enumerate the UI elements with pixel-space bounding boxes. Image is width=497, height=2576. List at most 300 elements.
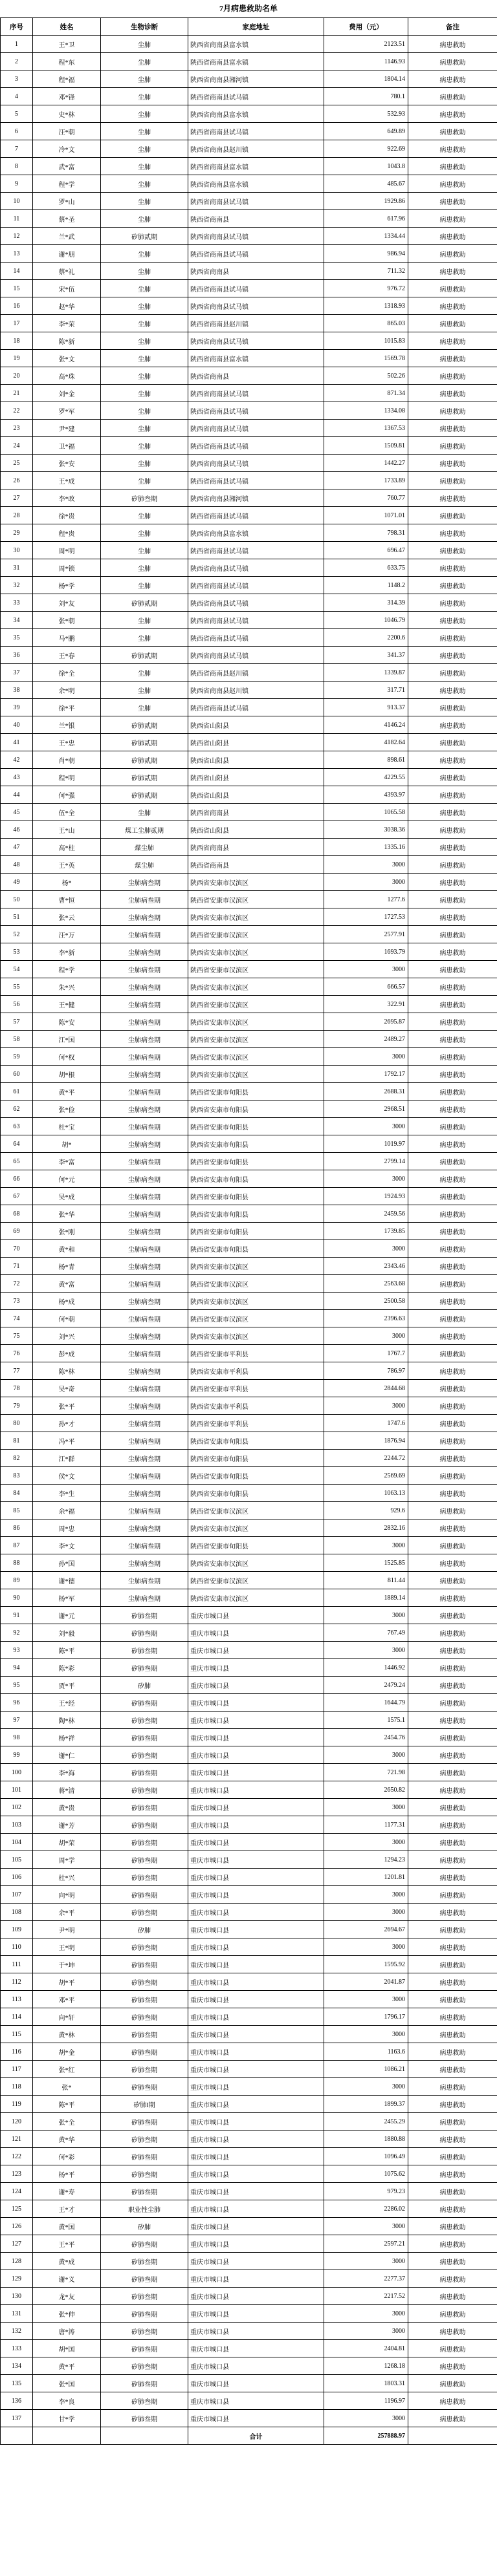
cell-serial: 61 (1, 1083, 33, 1100)
cell-remark: 病患救助 (408, 2323, 497, 2340)
cell-address: 重庆市城口县 (188, 1886, 324, 1904)
cell-name: 龙*友 (33, 2288, 101, 2305)
cell-cost: 1924.93 (324, 1188, 408, 1205)
cell-cost: 1086.21 (324, 2061, 408, 2078)
cell-cost: 3000 (324, 1938, 408, 1956)
cell-address: 重庆市城口县 (188, 2410, 324, 2427)
cell-address: 陕西省商南县试马镇 (188, 594, 324, 612)
cell-address: 陕西省安康市汉滨区 (188, 1066, 324, 1083)
cell-name: 程*东 (33, 53, 101, 70)
cell-cost: 3000 (324, 1607, 408, 1624)
cell-cost: 711.32 (324, 263, 408, 280)
cell-diagnosis: 尘肺 (101, 542, 188, 559)
cell-name: 何*彩 (33, 2148, 101, 2165)
cell-cost: 760.77 (324, 489, 408, 507)
cell-name: 李*海 (33, 1764, 101, 1781)
cell-serial: 36 (1, 647, 33, 664)
cell-diagnosis: 尘肺病叁期 (101, 1362, 188, 1380)
cell-diagnosis: 矽肺叁期 (101, 2305, 188, 2323)
table-row (1, 140, 497, 158)
table-row (1, 489, 497, 507)
cell-serial: 21 (1, 385, 33, 402)
cell-remark: 病患救助 (408, 734, 497, 751)
table-row (1, 2200, 497, 2218)
cell-serial: 115 (1, 2026, 33, 2043)
cell-address: 重庆市城口县 (188, 2183, 324, 2200)
cell-diagnosis: 尘肺病叁期 (101, 961, 188, 978)
table-row (1, 1380, 497, 1397)
cell-name: 何*元 (33, 1170, 101, 1188)
cell-diagnosis: 尘肺病叁期 (101, 1118, 188, 1135)
cell-address: 陕西省安康市汉滨区 (188, 1031, 324, 1048)
cell-name: 胡* (33, 1135, 101, 1153)
cell-serial: 85 (1, 1502, 33, 1519)
cell-remark: 病患救助 (408, 821, 497, 839)
cell-name: 陈*新 (33, 332, 101, 350)
cell-remark: 病患救助 (408, 2392, 497, 2410)
cell-serial: 129 (1, 2270, 33, 2288)
cell-diagnosis: 矽肺叁期 (101, 2148, 188, 2165)
cell-cost: 1569.78 (324, 350, 408, 367)
cell-diagnosis: 尘肺病叁期 (101, 1467, 188, 1485)
cell-remark: 病患救助 (408, 1380, 497, 1397)
table-row (1, 385, 497, 402)
cell-cost: 3038.36 (324, 821, 408, 839)
table-row (1, 1677, 497, 1694)
cell-address: 陕西省商南县试马镇 (188, 437, 324, 455)
page-title: 7月病患救助名单 (219, 4, 278, 13)
cell-diagnosis: 尘肺 (101, 245, 188, 263)
cell-remark: 病患救助 (408, 839, 497, 856)
cell-diagnosis: 尘肺 (101, 158, 188, 175)
cell-address: 陕西省商南县试马镇 (188, 420, 324, 437)
cell-remark: 病患救助 (408, 315, 497, 332)
cell-serial: 126 (1, 2218, 33, 2235)
cell-diagnosis: 矽肺叁期 (101, 1746, 188, 1764)
cell-diagnosis: 尘肺 (101, 699, 188, 716)
cell-address: 陕西省安康市汉滨区 (188, 1013, 324, 1031)
cell-name: 冷*文 (33, 140, 101, 158)
cell-name: 孙*国 (33, 1554, 101, 1572)
cell-serial: 81 (1, 1432, 33, 1450)
cell-remark: 病患救助 (408, 2078, 497, 2096)
cell-cost: 3000 (324, 1886, 408, 1904)
table-row (1, 734, 497, 751)
cell-diagnosis: 矽肺叁期 (101, 2357, 188, 2375)
table-row (1, 1799, 497, 1816)
cell-name: 尹*明 (33, 1921, 101, 1938)
cell-remark: 病患救助 (408, 193, 497, 210)
cell-address: 陕西省商南县试马镇 (188, 228, 324, 245)
cell-serial: 97 (1, 1712, 33, 1729)
total-name-cell (33, 2427, 101, 2445)
table-row (1, 2410, 497, 2427)
cell-cost: 986.94 (324, 245, 408, 263)
cell-remark: 病患救助 (408, 1153, 497, 1170)
cell-cost: 1043.8 (324, 158, 408, 175)
cell-name: 李*新 (33, 943, 101, 961)
cell-diagnosis: 尘肺 (101, 210, 188, 228)
cell-serial: 127 (1, 2235, 33, 2253)
table-row (1, 437, 497, 455)
cell-name: 唐*涛 (33, 2323, 101, 2340)
cell-cost: 1693.79 (324, 943, 408, 961)
table-row (1, 1589, 497, 1607)
cell-cost: 721.98 (324, 1764, 408, 1781)
cell-diagnosis: 尘肺 (101, 402, 188, 420)
cell-cost: 666.57 (324, 978, 408, 996)
cell-remark: 病患救助 (408, 489, 497, 507)
cell-remark: 病患救助 (408, 1205, 497, 1223)
cell-serial: 37 (1, 664, 33, 682)
cell-name: 刘*兴 (33, 1327, 101, 1345)
cell-diagnosis: 矽肺叁期 (101, 1869, 188, 1886)
cell-address: 重庆市城口县 (188, 2008, 324, 2026)
cell-cost: 1046.79 (324, 612, 408, 629)
cell-diagnosis: 尘肺 (101, 263, 188, 280)
cell-remark: 病患救助 (408, 1100, 497, 1118)
cell-address: 重庆市城口县 (188, 2270, 324, 2288)
cell-name: 陶*林 (33, 1712, 101, 1729)
cell-remark: 病患救助 (408, 1502, 497, 1519)
cell-address: 重庆市城口县 (188, 1712, 324, 1729)
cell-serial: 57 (1, 1013, 33, 1031)
cell-remark: 病患救助 (408, 1240, 497, 1258)
cell-serial: 33 (1, 594, 33, 612)
cell-cost: 1509.81 (324, 437, 408, 455)
cell-diagnosis: 尘肺 (101, 420, 188, 437)
table-row (1, 1118, 497, 1135)
cell-diagnosis: 尘肺 (101, 53, 188, 70)
cell-address: 陕西省山阳县 (188, 769, 324, 786)
cell-diagnosis: 尘肺 (101, 437, 188, 455)
cell-cost: 2597.21 (324, 2235, 408, 2253)
cell-cost: 2688.31 (324, 1083, 408, 1100)
cell-name: 张*安 (33, 455, 101, 472)
cell-address: 陕西省商南县富水镇 (188, 524, 324, 542)
cell-address: 陕西省安康市旬阳县 (188, 1153, 324, 1170)
cell-diagnosis: 矽肺叁期 (101, 1642, 188, 1659)
cell-diagnosis: 矽肺叁期 (101, 2235, 188, 2253)
cell-cost: 2695.87 (324, 1013, 408, 1031)
cell-address: 重庆市城口县 (188, 1973, 324, 1991)
cell-diagnosis: 尘肺 (101, 577, 188, 594)
cell-diagnosis: 职业性尘肺 (101, 2200, 188, 2218)
cell-address: 陕西省安康市汉滨区 (188, 978, 324, 996)
cell-name: 邓*锋 (33, 88, 101, 105)
cell-cost: 798.31 (324, 524, 408, 542)
table-row (1, 1153, 497, 1170)
cell-cost: 979.23 (324, 2183, 408, 2200)
cell-serial: 4 (1, 88, 33, 105)
cell-cost: 3000 (324, 2218, 408, 2235)
cell-address: 重庆市城口县 (188, 2078, 324, 2096)
cell-diagnosis: 矽肺 (101, 1677, 188, 1694)
cell-remark: 病患救助 (408, 437, 497, 455)
cell-cost: 2217.52 (324, 2288, 408, 2305)
table-row (1, 1991, 497, 2008)
table-row (1, 1362, 497, 1380)
cell-remark: 病患救助 (408, 1921, 497, 1938)
table-row (1, 263, 497, 280)
cell-serial: 6 (1, 123, 33, 140)
cell-remark: 病患救助 (408, 297, 497, 315)
cell-serial: 104 (1, 1834, 33, 1851)
cell-name: 张*俭 (33, 1100, 101, 1118)
cell-name: 兰*银 (33, 716, 101, 734)
cell-remark: 病患救助 (408, 908, 497, 926)
cell-remark: 病患救助 (408, 1467, 497, 1485)
cell-serial: 42 (1, 751, 33, 769)
cell-address: 陕西省商南县试马镇 (188, 577, 324, 594)
cell-remark: 病患救助 (408, 2096, 497, 2113)
cell-remark: 病患救助 (408, 524, 497, 542)
cell-remark: 病患救助 (408, 1519, 497, 1537)
table-row (1, 1013, 497, 1031)
cell-address: 陕西省商南县试马镇 (188, 542, 324, 559)
cell-serial: 56 (1, 996, 33, 1013)
cell-remark: 病患救助 (408, 1781, 497, 1799)
cell-address: 陕西省商南县试马镇 (188, 297, 324, 315)
table-row (1, 280, 497, 297)
cell-diagnosis: 尘肺病叁期 (101, 1188, 188, 1205)
cell-cost: 2577.91 (324, 926, 408, 943)
cell-name: 马*鹏 (33, 629, 101, 647)
table-row (1, 577, 497, 594)
cell-name: 邓*平 (33, 1991, 101, 2008)
cell-serial: 1 (1, 36, 33, 53)
cell-name: 黄*国 (33, 2218, 101, 2235)
cell-address: 陕西省商南县试马镇 (188, 280, 324, 297)
cell-address: 陕西省安康市旬阳县 (188, 1100, 324, 1118)
cell-remark: 病患救助 (408, 2165, 497, 2183)
cell-name: 黄*成 (33, 2253, 101, 2270)
table-row (1, 943, 497, 961)
table-row (1, 297, 497, 315)
cell-address: 陕西省商南县试马镇 (188, 455, 324, 472)
table-row (1, 1188, 497, 1205)
cell-name: 彭*成 (33, 1345, 101, 1362)
cell-address: 重庆市城口县 (188, 1729, 324, 1746)
cell-remark: 病患救助 (408, 228, 497, 245)
cell-remark: 病患救助 (408, 472, 497, 489)
table-row (1, 1205, 497, 1223)
cell-cost: 3000 (324, 1118, 408, 1135)
cell-cost: 3000 (324, 2026, 408, 2043)
cell-remark: 病患救助 (408, 594, 497, 612)
cell-cost: 1804.14 (324, 70, 408, 88)
cell-cost: 2454.76 (324, 1729, 408, 1746)
table-row (1, 228, 497, 245)
cell-name: 张*红 (33, 2061, 101, 2078)
cell-cost: 3000 (324, 856, 408, 874)
cell-diagnosis: 尘肺 (101, 105, 188, 123)
cell-address: 重庆市城口县 (188, 1921, 324, 1938)
table-row (1, 1537, 497, 1554)
cell-name: 张*国 (33, 2375, 101, 2392)
cell-address: 陕西省商南县赵川镇 (188, 664, 324, 682)
cell-cost: 1876.94 (324, 1432, 408, 1450)
cell-cost: 3000 (324, 1048, 408, 1066)
cell-cost: 3000 (324, 1799, 408, 1816)
cell-remark: 病患救助 (408, 36, 497, 53)
cell-remark: 病患救助 (408, 577, 497, 594)
cell-address: 陕西省安康市汉滨区 (188, 1502, 324, 1519)
table-row (1, 908, 497, 926)
table-row (1, 2357, 497, 2375)
cell-name: 张*文 (33, 350, 101, 367)
cell-address: 陕西省安康市汉滨区 (188, 1327, 324, 1345)
cell-serial: 84 (1, 1485, 33, 1502)
table-row (1, 769, 497, 786)
header-remark: 备注 (408, 18, 497, 36)
cell-serial: 119 (1, 2096, 33, 2113)
cell-diagnosis: 尘肺病叁期 (101, 1135, 188, 1153)
table-row (1, 1519, 497, 1537)
cell-address: 重庆市城口县 (188, 1799, 324, 1816)
cell-cost: 4393.97 (324, 786, 408, 804)
cell-serial: 118 (1, 2078, 33, 2096)
cell-serial: 28 (1, 507, 33, 524)
cell-remark: 病患救助 (408, 978, 497, 996)
cell-diagnosis: 尘肺病叁期 (101, 1450, 188, 1467)
cell-diagnosis: 煤尘肺 (101, 839, 188, 856)
cell-cost: 3000 (324, 1642, 408, 1659)
cell-address: 陕西省商南县试马镇 (188, 123, 324, 140)
cell-address: 重庆市城口县 (188, 2200, 324, 2218)
table-row (1, 350, 497, 367)
cell-name: 杨*祥 (33, 1729, 101, 1746)
cell-address: 陕西省商南县试马镇 (188, 385, 324, 402)
cell-address: 陕西省商南县 (188, 367, 324, 385)
cell-remark: 病患救助 (408, 1624, 497, 1642)
cell-name: 王*卫 (33, 36, 101, 53)
cell-address: 陕西省安康市汉滨区 (188, 1048, 324, 1066)
cell-address: 陕西省商南县试马镇 (188, 472, 324, 489)
cell-remark: 病患救助 (408, 1869, 497, 1886)
cell-name: 王*山 (33, 821, 101, 839)
cell-name: 程*明 (33, 769, 101, 786)
cell-cost: 1335.16 (324, 839, 408, 856)
total-row (1, 2427, 497, 2445)
cell-cost: 1339.87 (324, 664, 408, 682)
cell-diagnosis: 尘肺病叁期 (101, 1258, 188, 1275)
cell-diagnosis: 尘肺 (101, 367, 188, 385)
cell-serial: 90 (1, 1589, 33, 1607)
cell-serial: 69 (1, 1223, 33, 1240)
header-serial: 序号 (1, 18, 33, 36)
cell-name: 江*群 (33, 1450, 101, 1467)
cell-diagnosis: 矽肺叁期 (101, 489, 188, 507)
cell-name: 何*强 (33, 786, 101, 804)
table-row (1, 1031, 497, 1048)
cell-name: 周*忠 (33, 1519, 101, 1537)
cell-address: 陕西省商南县赵川镇 (188, 315, 324, 332)
cell-cost: 767.49 (324, 1624, 408, 1642)
cell-remark: 病患救助 (408, 1607, 497, 1624)
cell-name: 李*政 (33, 489, 101, 507)
cell-cost: 1146.93 (324, 53, 408, 70)
header-cost: 费用（元） (324, 18, 408, 36)
cell-cost: 2459.56 (324, 1205, 408, 1223)
cell-serial: 114 (1, 2008, 33, 2026)
cell-serial: 11 (1, 210, 33, 228)
cell-address: 陕西省安康市旬阳县 (188, 1083, 324, 1100)
cell-address: 重庆市城口县 (188, 2375, 324, 2392)
table-row (1, 2305, 497, 2323)
cell-diagnosis: 矽肺叁期 (101, 2183, 188, 2200)
cell-remark: 病患救助 (408, 2131, 497, 2148)
cell-diagnosis: 尘肺 (101, 664, 188, 682)
cell-cost: 3000 (324, 2323, 408, 2340)
cell-address: 重庆市城口县 (188, 1642, 324, 1659)
cell-address: 陕西省安康市汉滨区 (188, 908, 324, 926)
cell-cost: 1889.14 (324, 1589, 408, 1607)
cell-name: 向*明 (33, 1886, 101, 1904)
cell-remark: 病患救助 (408, 1432, 497, 1450)
cell-diagnosis: 尘肺病叁期 (101, 1293, 188, 1310)
table-row (1, 2148, 497, 2165)
cell-name: 程*学 (33, 961, 101, 978)
cell-serial: 63 (1, 1118, 33, 1135)
cell-remark: 病患救助 (408, 1816, 497, 1834)
cell-diagnosis: 矽肺I期 (101, 2096, 188, 2113)
table-row (1, 1938, 497, 1956)
table-row (1, 507, 497, 524)
cell-cost: 2343.46 (324, 1258, 408, 1275)
cell-diagnosis: 矽肺叁期 (101, 2270, 188, 2288)
cell-serial: 137 (1, 2410, 33, 2427)
cell-diagnosis: 矽肺贰期 (101, 734, 188, 751)
cell-cost: 922.69 (324, 140, 408, 158)
cell-cost: 1880.88 (324, 2131, 408, 2148)
table-row (1, 420, 497, 437)
table-row (1, 1904, 497, 1921)
cell-address: 陕西省安康市旬阳县 (188, 1467, 324, 1485)
cell-name: 尹*建 (33, 420, 101, 437)
cell-name: 杨*成 (33, 1293, 101, 1310)
cell-serial: 41 (1, 734, 33, 751)
cell-name: 余*福 (33, 1502, 101, 1519)
table-row (1, 664, 497, 682)
cell-diagnosis: 矽肺叁期 (101, 1973, 188, 1991)
cell-cost: 913.37 (324, 699, 408, 716)
cell-cost: 1595.92 (324, 1956, 408, 1973)
cell-remark: 病患救助 (408, 1537, 497, 1554)
cell-serial: 17 (1, 315, 33, 332)
cell-cost: 1071.01 (324, 507, 408, 524)
cell-serial: 31 (1, 559, 33, 577)
cell-serial: 64 (1, 1135, 33, 1153)
table-row (1, 821, 497, 839)
cell-remark: 病患救助 (408, 1485, 497, 1502)
cell-serial: 107 (1, 1886, 33, 1904)
cell-remark: 病患救助 (408, 1415, 497, 1432)
table-row (1, 1712, 497, 1729)
cell-diagnosis: 矽肺叁期 (101, 2131, 188, 2148)
cell-remark: 病患救助 (408, 1642, 497, 1659)
cell-name: 杨*平 (33, 2165, 101, 2183)
cell-serial: 38 (1, 682, 33, 699)
cell-name: 黄*富 (33, 1275, 101, 1293)
table-row (1, 1135, 497, 1153)
cell-serial: 103 (1, 1816, 33, 1834)
cell-serial: 113 (1, 1991, 33, 2008)
cell-remark: 病患救助 (408, 2270, 497, 2288)
cell-serial: 125 (1, 2200, 33, 2218)
table-row (1, 2165, 497, 2183)
cell-diagnosis: 矽肺贰期 (101, 228, 188, 245)
